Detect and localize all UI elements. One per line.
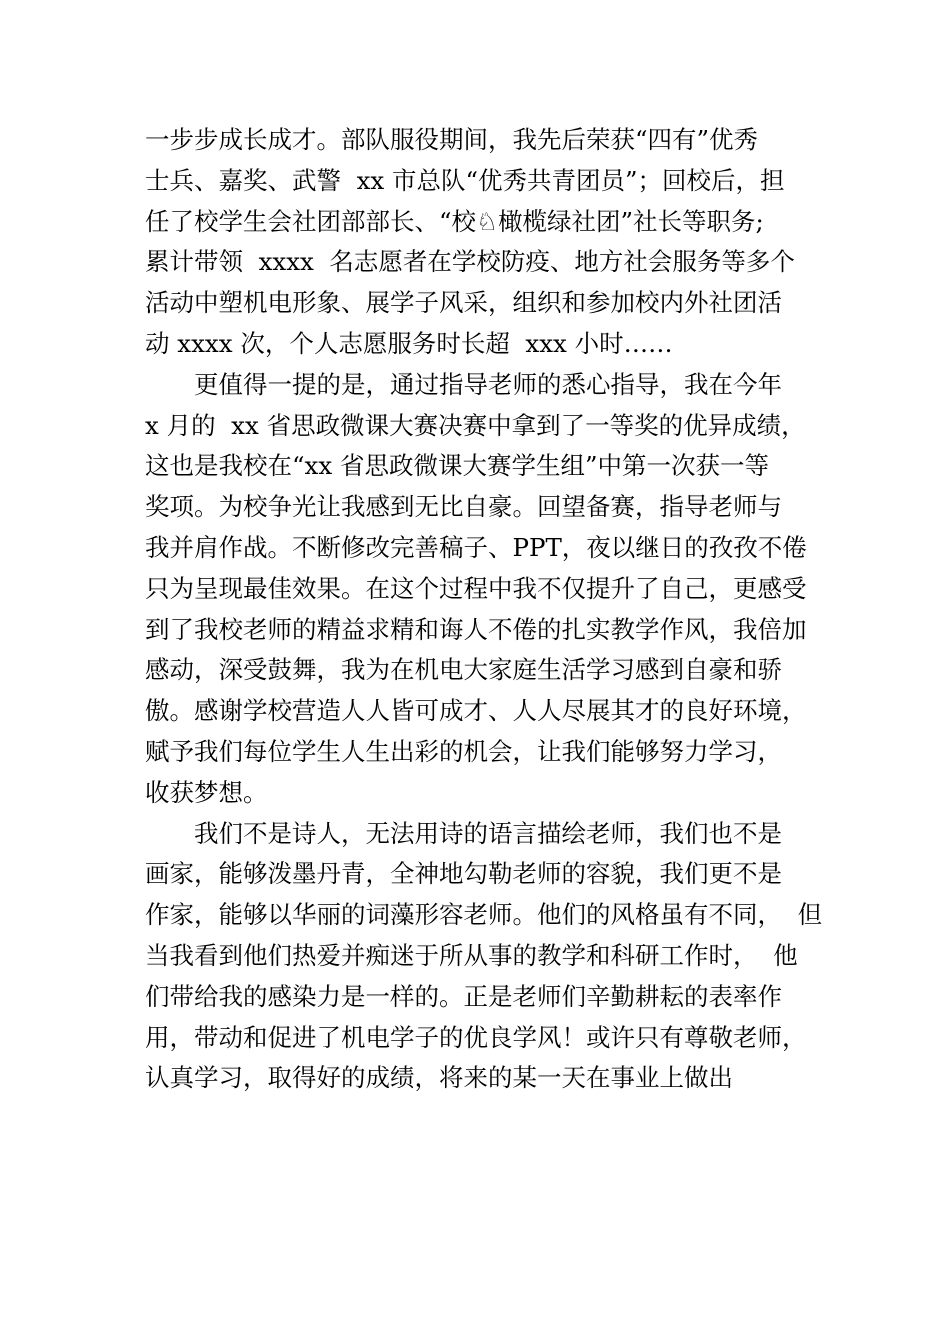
text-line: 只为呈现最佳效果。在这个过程中我不仅提升了自己，更感受 — [145, 573, 807, 603]
text-line: 到了我校老师的精益求精和诲人不倦的扎实教学作风，我倍加 — [145, 614, 807, 644]
text-line: 作家，能够以华丽的词藻形容老师。他们的风格虽有不同， 但 — [145, 900, 823, 930]
text-line: 一步步成长成才。部队服役期间，我先后荣获“四有”优秀 — [145, 125, 759, 154]
text-line: 奖项。为校争光让我感到无比自豪。回望备赛，指导老师与 — [145, 492, 782, 522]
text-line: 任了校学生会社团部部长、“校♘橄榄绿社团”社长等职务; — [145, 206, 764, 236]
text-line: 士兵、嘉奖、武警 xx 市总队“优秀共青团员”；回校后，担 — [145, 165, 785, 195]
text-line: 感动，深受鼓舞，我为在机电大家庭生活学习感到自豪和骄 — [145, 655, 782, 685]
text-line: 们带给我的感染力是一样的。正是老师们辛勤耕耘的表率作 — [145, 981, 782, 1011]
text-line: 赋予我们每位学生人生出彩的机会，让我们能够努力学习， — [145, 736, 782, 766]
text-line: 用，带动和促进了机电学子的优良学风！或许只有尊敬老师， — [145, 1022, 807, 1052]
text-line: 累计带领 xxxx 名志愿者在学校防疫、地方社会服务等多个 — [145, 247, 795, 277]
text-line: 当我看到他们热爱并痴迷于所从事的教学和科研工作时， 他 — [145, 940, 798, 970]
text-line: 更值得一提的是，通过指导老师的悉心指导，我在今年 — [194, 369, 782, 399]
text-line: 认真学习，取得好的成绩，将来的某一天在事业上做出 — [145, 1063, 733, 1093]
text-line: x 月的 xx 省思政微课大赛决赛中拿到了一等奖的优异成绩， — [145, 410, 806, 440]
text-line: 我们不是诗人，无法用诗的语言描绘老师，我们也不是 — [194, 818, 782, 848]
text-line: 活动中塑机电形象、展学子风采，组织和参加校内外社团活 — [145, 288, 782, 318]
text-line: 我并肩作战。不断修改完善稿子、PPT，夜以继日的孜孜不倦 — [145, 532, 807, 562]
text-line: 这也是我校在“xx 省思政微课大赛学生组”中第一次获一等 — [145, 451, 769, 481]
body-text — [145, 120, 835, 1099]
text-line: 画家，能够泼墨丹青，全神地勾勒老师的容貌，我们更不是 — [145, 859, 782, 889]
paragraph-3 — [145, 814, 835, 1100]
paragraph-1 — [145, 120, 835, 365]
paragraph-2 — [145, 365, 835, 814]
text-line: 收获梦想。 — [145, 777, 268, 807]
text-line: 傲。感谢学校营造人人皆可成才、人人尽展其才的良好环境， — [145, 696, 807, 726]
text-line: 动 xxxx 次，个人志愿服务时长超 xxx 小时…… — [145, 328, 673, 358]
